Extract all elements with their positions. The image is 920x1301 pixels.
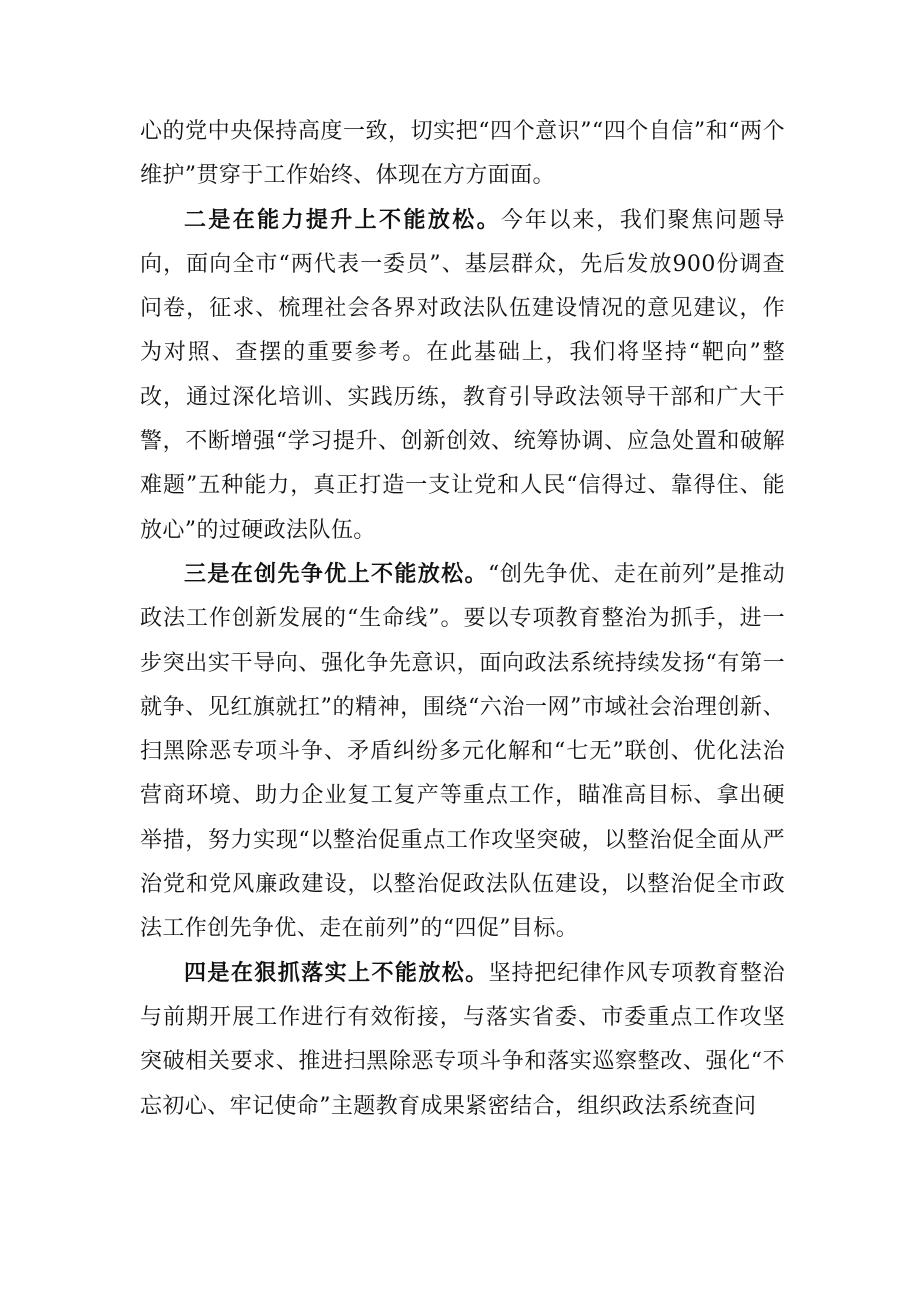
paragraph-heading: 三是在创先争优上不能放松。 — [184, 561, 488, 587]
paragraph-capability — [140, 199, 785, 553]
paragraph-text: 今年以来，我们聚焦问题导向，面向全市“两代表一委员”、基层群众，先后发放900份调查问卷，征求、梳理社会各界对政法队伍建设情况的意见建议，作为对照、查摆的重要参考。在此基础上，我们将坚持“靶向”整改，通过深化培训、实践历练，教育引导政法领导干部和广大干警，不断增强“学习提升、创新创效、统筹协调、应急处置和破解难题”五种能力，真正打造一支让党和人民“信得过、靠得住、能放心”的过硬政法队伍。 — [140, 207, 785, 543]
paragraph-implementation — [140, 952, 785, 1129]
document-body — [140, 110, 785, 1129]
paragraph-heading: 四是在狠抓落实上不能放松。 — [184, 960, 489, 986]
paragraph-text: 心的党中央保持高度一致，切实把“四个意识”“四个自信”和“两个维护”贯穿于工作始终、体现在方方面面。 — [140, 119, 785, 189]
paragraph-heading: 二是在能力提升上不能放松。 — [184, 207, 501, 233]
paragraph-text: “创先争优、走在前列”是推动政法工作创新发展的“生命线”。要以专项教育整治为抓手，进一步突出实干导向、强化争先意识，面向政法系统持续发扬“有第一就争、见红旗就扛”的精神，围绕“六治一网”市域社会治理创新、扫黑除恶专项斗争、矛盾纠纷多元化解和“七无”联创、优化法治营商环境、助力企业复工复产等重点工作，瞄准高目标、拿出硬举措，努力实现“以整治促重点工作攻坚突破，以整治促全面从严治党和党风廉政建设，以整治促政法队伍建设，以整治促全市政法工作创先争优、走在前列”的“四促”目标。 — [140, 561, 785, 942]
paragraph-text: 坚持把纪律作风专项教育整治与前期开展工作进行有效衔接，与落实省委、市委重点工作攻坚突破相关要求、推进扫黑除恶专项斗争和落实巡察整改、强化“不忘初心、牢记使命”主题教育成果紧密结合，组织政法系统查问 — [140, 960, 785, 1119]
paragraph-excellence — [140, 553, 785, 952]
paragraph-continuation — [140, 110, 785, 199]
